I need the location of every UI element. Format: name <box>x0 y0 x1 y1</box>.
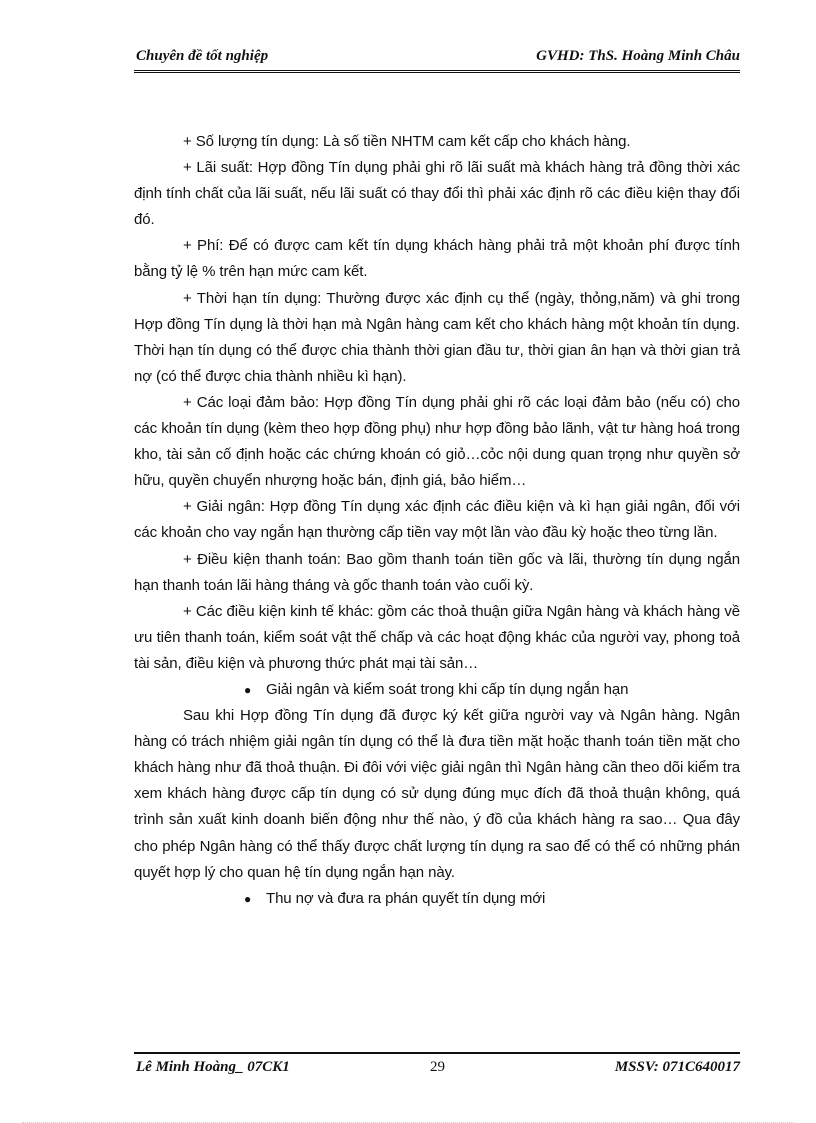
page-number: 29 <box>430 1059 445 1075</box>
bullet-dot-icon: ● <box>244 682 252 697</box>
bullet-dot-icon: ● <box>244 891 252 906</box>
paragraph: + Các điều kiện kinh tế khác: gồm các thoả thuận giữa Ngân hàng và khách hàng về ưu tiên thanh toán, kiểm soát vật thế chấp và các hoạt động khác của người vay, phong toả tài sản, điều kiện và phương thức phát mại tài sản… <box>134 602 740 672</box>
paragraph: + Số lượng tín dụng: Là số tiền NHTM cam kết cấp cho khách hàng. <box>183 133 631 150</box>
footer-student-id: MSSV: 071C640017 <box>614 1059 740 1075</box>
paragraph: + Giải ngân: Hợp đồng Tín dụng xác định các điều kiện và kì hạn giải ngân, đối với các khoản cho vay ngắn hạn thường cấp tiền vay một lần vào đầu kỳ hoặc theo từng lần. <box>134 498 740 542</box>
paragraph: Sau khi Hợp đồng Tín dụng đã được ký kết giữa người vay và Ngân hàng. Ngân hàng có trách nhiệm giải ngân tín dụng có thể là đưa tiền mặt hoặc thanh toán tiền mặt cho khách hàng như đã thoả thuận. Đi đôi với việc giải ngân thì Ngân hàng cần theo dõi kiểm tra xem khách hàng được cấp tín dụng có sử dụng đúng mục đích đã thoả thuận không, quá trình sản xuất kinh doanh biến động như thế nào, ý đồ của khách hàng ra sao… Qua đây cho phép Ngân hàng có thể thấy được chất lượng tín dụng ra sao để có thể có những phán quyết hợp lý cho quan hệ tín dụng ngắn hạn này. <box>134 707 740 881</box>
footer-author: Lê Minh Hoàng_ 07CK1 <box>136 1059 290 1075</box>
paragraph: + Phí: Để có được cam kết tín dụng khách hàng phải trả một khoản phí được tính bằng tỷ lệ % trên hạn mức cam kết. <box>134 237 740 281</box>
paragraph: + Điều kiện thanh toán: Bao gồm thanh toán tiền gốc và lãi, thường tín dụng ngắn hạn thanh toán lãi hàng tháng và gốc thanh toán vào cuối kỳ. <box>134 550 740 594</box>
page-footer <box>134 1052 740 1082</box>
header-advisor: GVHD: ThS. Hoàng Minh Châu <box>536 48 740 64</box>
page-header <box>134 48 740 73</box>
paragraph: + Các loại đảm bảo: Hợp đồng Tín dụng phải ghi rõ các loại đảm bảo (nếu có) cho các khoản tín dụng (kèm theo hợp đồng phụ) như hợp đồng bảo lãnh, vật tư hàng hoá trong kho, tài sản cố định hoặc các chứng khoán có giỏ…cỏc nội dung quan trọng như quyền sở hữu, quyền chuyển nhượng hoặc bán, định giá, bảo hiểm… <box>134 393 740 490</box>
header-title: Chuyên đề tốt nghiệp <box>136 48 269 64</box>
bullet-text: Giải ngân và kiểm soát trong khi cấp tín dụng ngắn hạn <box>266 680 629 698</box>
bullet-item <box>134 677 740 703</box>
bullet-item <box>134 886 740 912</box>
paragraph: + Thời hạn tín dụng: Thường được xác định cụ thể (ngày, thỏng,năm) và ghi trong Hợp đồng Tín dụng là thời hạn mà Ngân hàng cam kết cho khách hàng một khoản tín dụng. Thời hạn tín dụng có thể được chia thành thời gian đầu tư, thời gian ân hạn và thời gian trả nợ (có thể được chia thành nhiều kì hạn). <box>134 289 740 385</box>
document-body <box>134 129 740 912</box>
bullet-text: Thu nợ và đưa ra phán quyết tín dụng mới <box>266 889 546 907</box>
paragraph: + Lãi suất: Hợp đồng Tín dụng phải ghi rõ lãi suất mà khách hàng trả đồng thời xác định tính chất của lãi suất, nếu lãi suất có thay đổi thì phải xác định rõ các điều kiện thay đổi đó. <box>134 159 740 229</box>
